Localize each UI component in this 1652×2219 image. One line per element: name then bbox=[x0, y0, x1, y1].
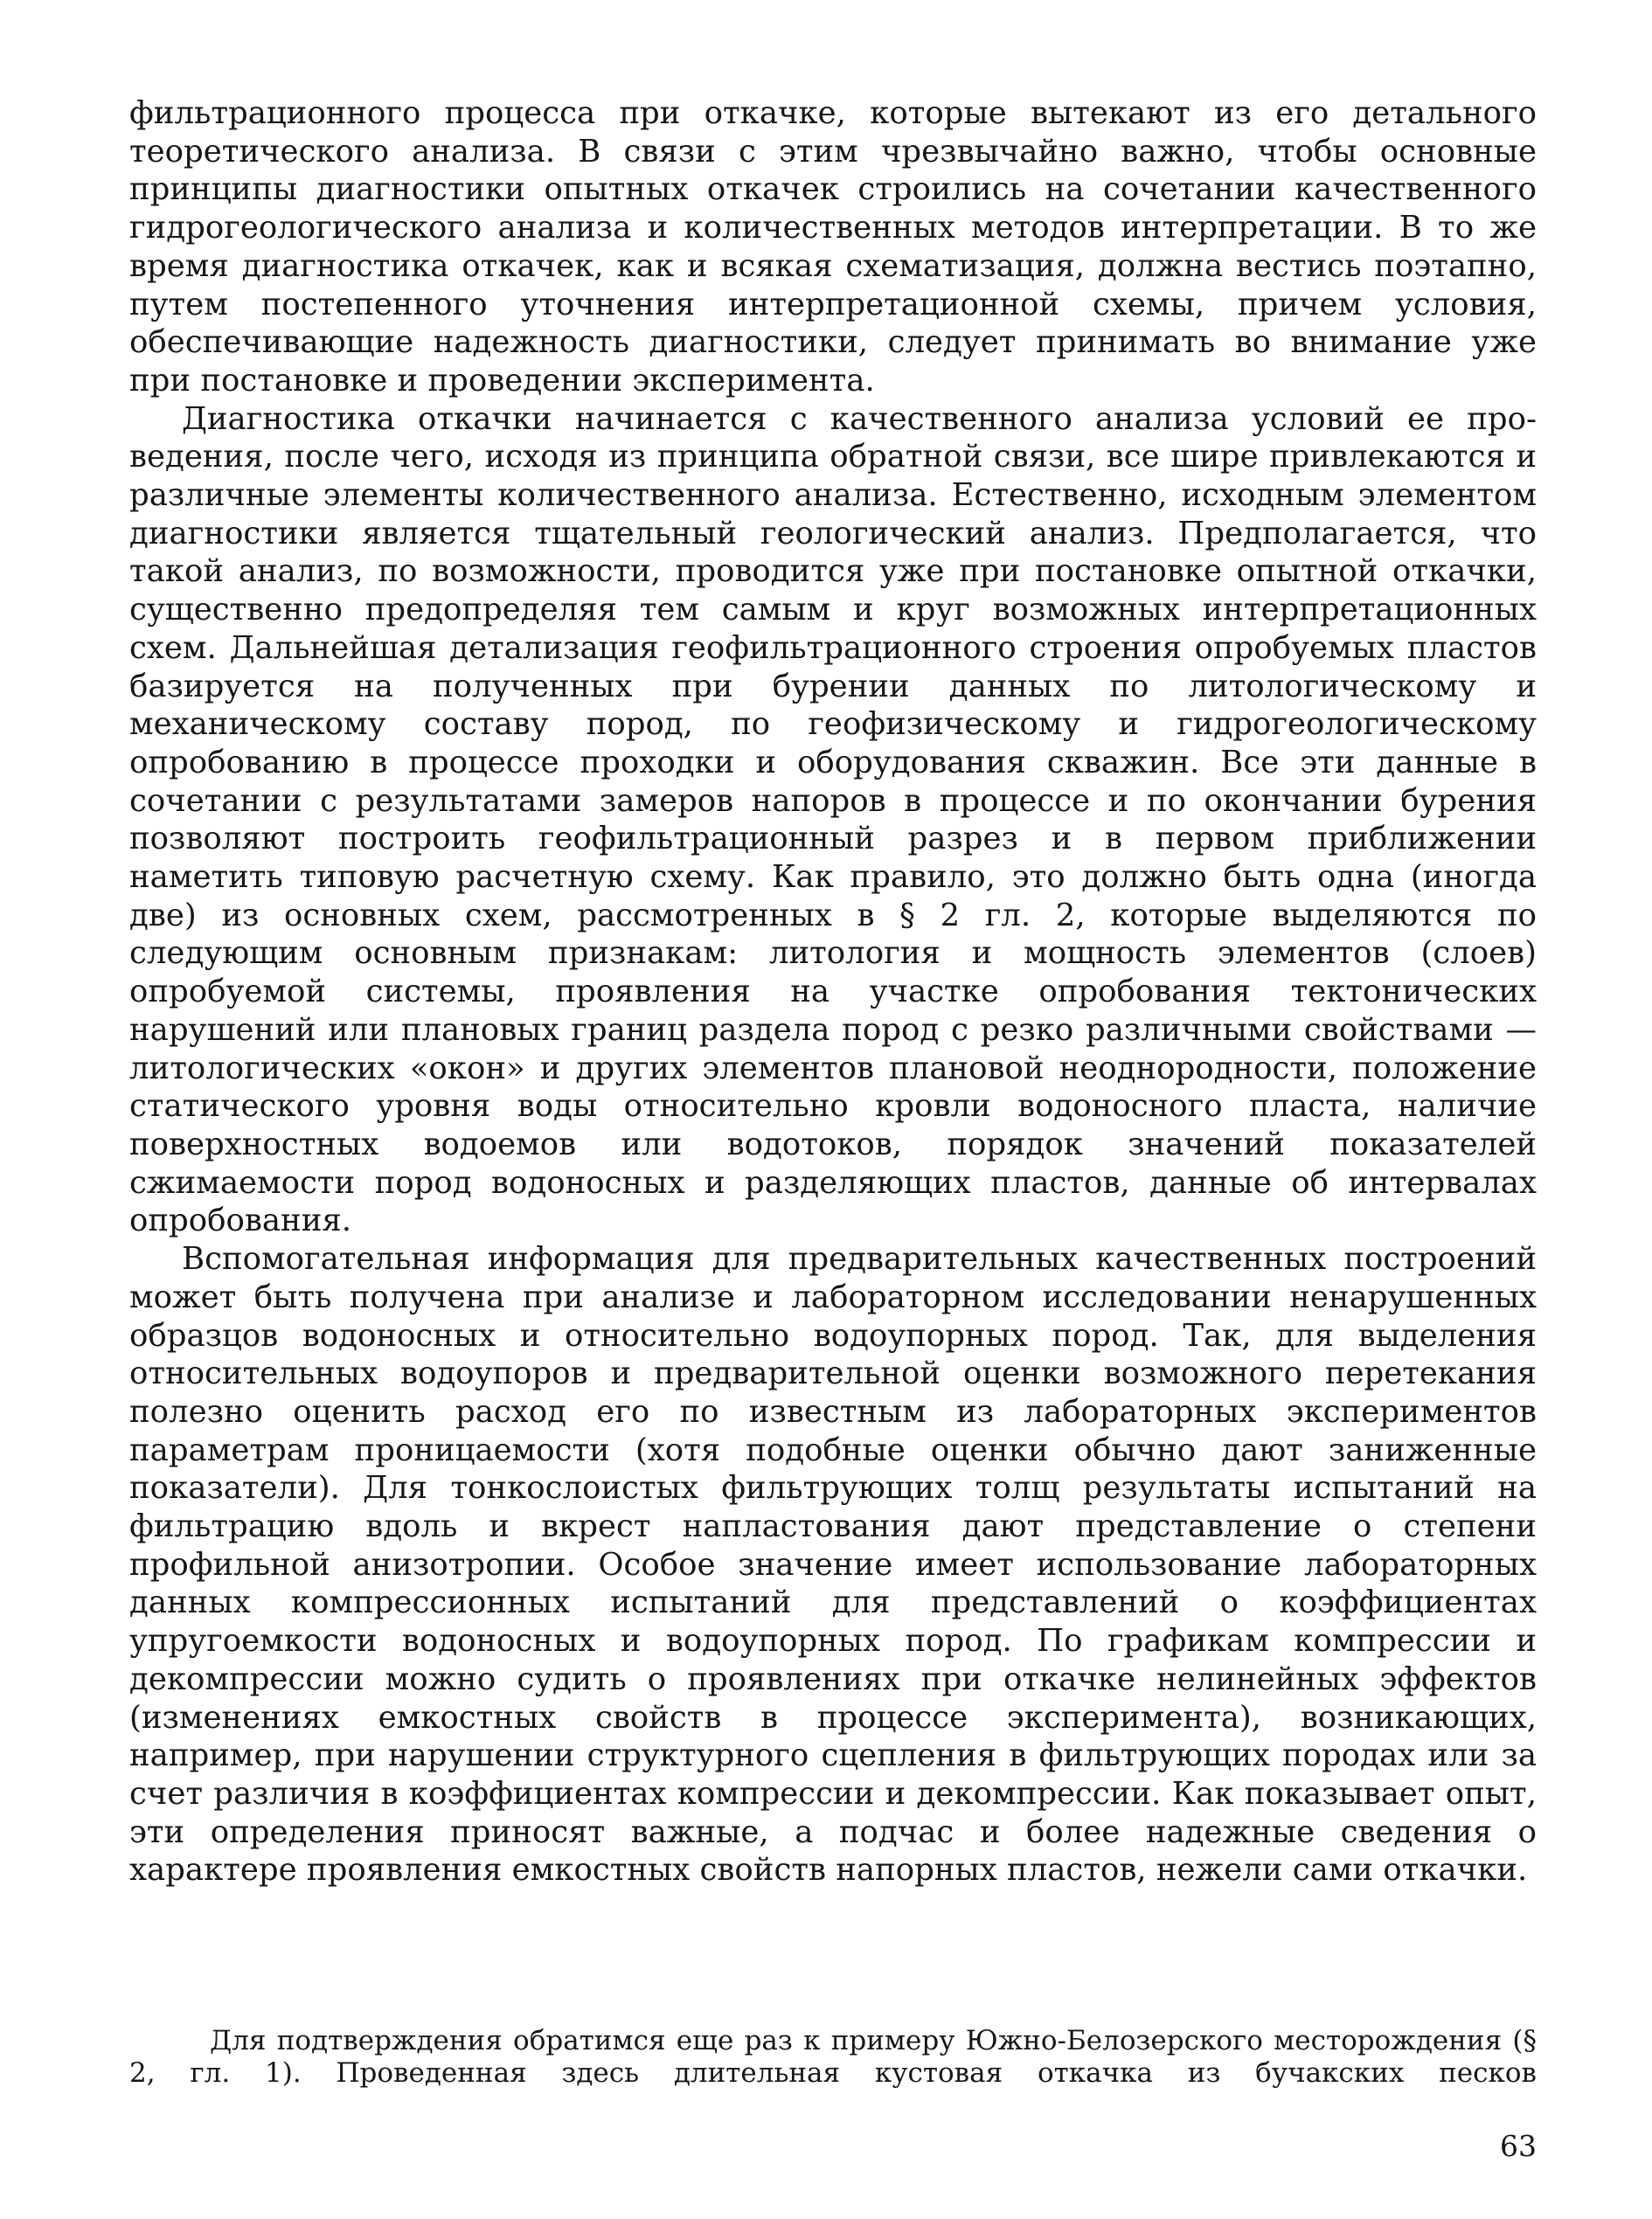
small-print-block bbox=[129, 2025, 1537, 2090]
paragraph-3: Вспомогательная информация для предварительных качественных построений может быть получена при анализе и лабораторном исследовании ненарушенных образцов водоносных и относительно водоупорных пород. Так, для выделения относительных водоупоров и предварительной оценки возможного перетекания полезно оценить расход его по известным из лабораторных экспериментов параметрам проницаемости (хотя подобные оценки обычно дают заниженные показатели). Для тонкослоистых фильтрующих толщ результаты испытаний на фильтрацию вдоль и вкрест напластования дают представление о степени профильной анизотропии. Особое значение имеет использование лабораторных данных компрессионных испытаний для представлений о коэффициентах упругоемкости водоносных и водоупорных пород. По графикам компрессии и декомпрессии можно судить о проявлениях при откачке нелинейных эффектов (изменениях емкостных свойств в процессе эксперимента), возникающих, например, при нарушении структурного сцепления в фильтрующих породах или за счет различия в коэффициентах компрессии и декомпрессии. Как показывает опыт, эти определения приносят важные, а подчас и более надежные сведения о характере проявления емкостных свойств напорных пластов, нежели сами откачки. bbox=[129, 1241, 1537, 1889]
paragraph-2: Диагностика откачки начинается с качественного анализа условий ее проведения, после чего, исходя из принципа обратной связи, все шире привлекаются и различные элементы количественного анализа. Естественно, исходным элементом диагностики является тщательный геологический анализ. Предполагается, что такой анализ, по возможности, проводится уже при постановке опытной откачки, существенно предопределяя тем самым и круг возможных интерпретационных схем. Дальнейшая детализация геофильтрационного строения опробуемых пластов базируется на полученных при бурении данных по литологическому и механическому составу пород, по геофизическому и гидрогеологическому опробованию в процессе проходки и оборудования скважин. Все эти данные в сочетании с результатами замеров напоров в процессе и по окончании бурения позволяют построить геофильтрационный разрез и в первом приближении наметить типовую расчетную схему. Как правило, это должно быть одна (иногда две) из основных схем, рассмотренных в § 2 гл. 2, которые выделяются по следующим основным признакам: литология и мощность элементов (слоев) опробуемой системы, проявления на участке опробования тектонических нарушений или плановых границ раздела пород с резко различными свойствами — литологических «окон» и других элементов плановой неоднородности, положение статического уровня воды относительно кровли водоносного пласта, наличие поверхностных водоемов или водотоков, порядок значений показателей сжимаемости пород водоносных и разделяющих пластов, данные об интервалах опробования. bbox=[129, 400, 1537, 1239]
paragraph-1: фильтрационного процесса при откачке, которые вытекают из его детального теоретического анализа. В связи с этим чрезвычайно важно, чтобы основные принципы диагностики опытных откачек строились на сочетании качественного гидрогеологического анализа и количественных методов интерпретации. В то же время диагностика откачек, как и всякая схематизация, должна вестись поэтапно, путем постепенного уточнения интерпретационной схемы, причем условия, обеспечивающие надежность диагностики, следует принимать во внимание уже при постановке и проведении эксперимента. bbox=[129, 95, 1537, 399]
page-number: 63 bbox=[1500, 2129, 1537, 2163]
small-print-paragraph: Для подтверждения обратимся еще раз к примеру Южно-Белозерского месторождения (§ 2, гл. 1). Проведенная здесь длительная кустовая откачка из бучакских песков bbox=[129, 2025, 1537, 2089]
main-text-block bbox=[129, 94, 1537, 1890]
